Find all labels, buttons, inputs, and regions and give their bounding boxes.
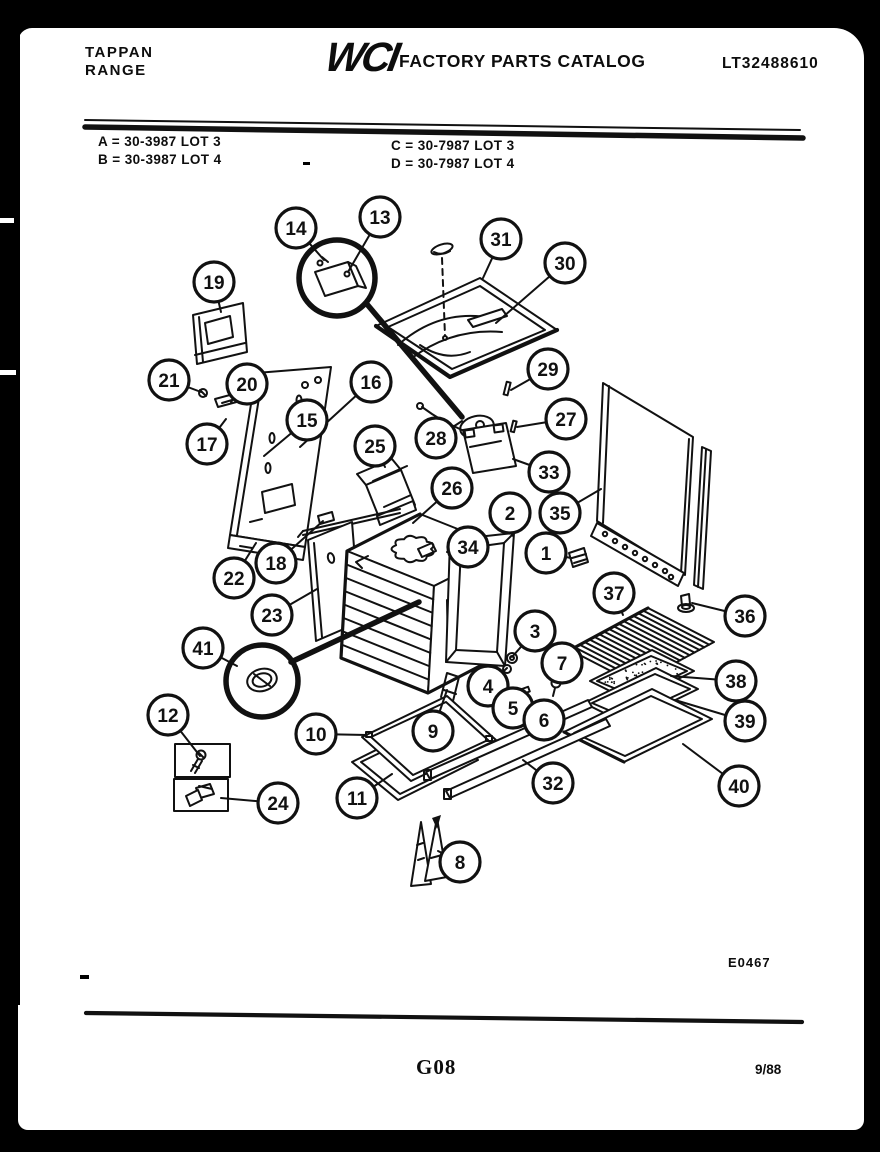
callout-37 bbox=[594, 573, 634, 613]
magnified-switch-detail bbox=[315, 257, 366, 296]
svg-text:13: 13 bbox=[369, 208, 391, 229]
svg-text:40: 40 bbox=[728, 777, 750, 798]
svg-text:9: 9 bbox=[427, 722, 439, 743]
callout-10 bbox=[296, 714, 336, 754]
svg-text:16: 16 bbox=[360, 373, 382, 394]
brand-line1: TAPPAN bbox=[85, 44, 154, 61]
svg-text:15: 15 bbox=[296, 411, 318, 432]
svg-text:22: 22 bbox=[223, 569, 245, 590]
callout-11 bbox=[337, 778, 377, 818]
svg-text:8: 8 bbox=[454, 853, 466, 874]
callout-18 bbox=[256, 543, 296, 583]
svg-text:21: 21 bbox=[158, 371, 180, 392]
plate-code: E0467 bbox=[728, 955, 771, 970]
svg-text:14: 14 bbox=[285, 219, 307, 240]
callout-25 bbox=[355, 426, 395, 466]
callout-21 bbox=[149, 360, 189, 400]
svg-text:31: 31 bbox=[490, 230, 512, 251]
callout-1 bbox=[526, 533, 566, 573]
callout-19 bbox=[194, 262, 234, 302]
svg-text:19: 19 bbox=[203, 273, 225, 294]
callout-15 bbox=[287, 400, 327, 440]
svg-text:2: 2 bbox=[504, 504, 516, 525]
svg-text:4: 4 bbox=[482, 677, 494, 698]
svg-text:12: 12 bbox=[157, 706, 179, 727]
anti-tip-bracket bbox=[411, 815, 447, 886]
svg-text:25: 25 bbox=[364, 437, 386, 458]
date-code: 9/88 bbox=[755, 1062, 782, 1077]
legend-item: C = 30-7987 LOT 3 bbox=[391, 138, 515, 153]
document-number: LT32488610 bbox=[722, 55, 819, 72]
svg-text:24: 24 bbox=[267, 794, 289, 815]
callout-7 bbox=[542, 643, 582, 683]
svg-text:17: 17 bbox=[196, 435, 218, 456]
wci-logo: WCI bbox=[322, 34, 401, 80]
svg-text:11: 11 bbox=[346, 789, 368, 810]
callout-36 bbox=[725, 596, 765, 636]
svg-text:23: 23 bbox=[261, 606, 283, 627]
bracket-19 bbox=[193, 303, 247, 364]
page-code: G08 bbox=[416, 1055, 457, 1079]
callout-14 bbox=[276, 208, 316, 248]
magnified-screw-detail bbox=[245, 665, 280, 694]
svg-text:10: 10 bbox=[305, 725, 327, 746]
svg-text:38: 38 bbox=[725, 672, 747, 693]
legend-item: A = 30-3987 LOT 3 bbox=[98, 134, 221, 149]
callout-39 bbox=[725, 701, 765, 741]
svg-text:5: 5 bbox=[507, 699, 519, 720]
bracket-33 bbox=[463, 423, 516, 473]
side-panel-right bbox=[591, 383, 693, 586]
callout-24 bbox=[258, 783, 298, 823]
callout-38 bbox=[716, 661, 756, 701]
svg-text:39: 39 bbox=[734, 712, 756, 733]
svg-text:18: 18 bbox=[265, 554, 287, 575]
hardware-box-screw bbox=[175, 744, 230, 777]
svg-text:41: 41 bbox=[192, 639, 214, 660]
svg-text:36: 36 bbox=[734, 607, 756, 628]
callout-41 bbox=[183, 628, 223, 668]
pin-27 bbox=[511, 421, 517, 433]
legend-item: B = 30-3987 LOT 4 bbox=[98, 152, 222, 167]
svg-text:6: 6 bbox=[538, 711, 550, 732]
screw-21 bbox=[199, 389, 207, 397]
trim-strip bbox=[694, 447, 711, 589]
catalog-title: FACTORY PARTS CATALOG bbox=[399, 51, 646, 71]
callout-27 bbox=[546, 399, 586, 439]
callout-33 bbox=[529, 452, 569, 492]
svg-text:34: 34 bbox=[457, 538, 479, 559]
svg-text:26: 26 bbox=[441, 479, 463, 500]
callout-22 bbox=[214, 558, 254, 598]
svg-text:29: 29 bbox=[537, 360, 559, 381]
svg-text:33: 33 bbox=[538, 463, 560, 484]
callout-34 bbox=[448, 527, 488, 567]
svg-text:27: 27 bbox=[555, 410, 577, 431]
legend-item: D = 30-7987 LOT 4 bbox=[391, 156, 515, 171]
svg-text:20: 20 bbox=[236, 375, 258, 396]
callout-35 bbox=[540, 493, 580, 533]
callout-6 bbox=[524, 700, 564, 740]
callout-29 bbox=[528, 349, 568, 389]
callout-32 bbox=[533, 763, 573, 803]
callout-40 bbox=[719, 766, 759, 806]
callout-8 bbox=[440, 842, 480, 882]
header-rule bbox=[85, 120, 803, 138]
svg-text:3: 3 bbox=[529, 622, 541, 643]
callout-17 bbox=[187, 424, 227, 464]
svg-text:32: 32 bbox=[542, 774, 564, 795]
callout-26 bbox=[432, 468, 472, 508]
hardware-box-clip bbox=[174, 779, 228, 811]
callout-13 bbox=[360, 197, 400, 237]
svg-text:30: 30 bbox=[554, 254, 576, 275]
svg-text:1: 1 bbox=[540, 544, 552, 565]
callout-2 bbox=[490, 493, 530, 533]
svg-text:7: 7 bbox=[556, 654, 568, 675]
callout-30 bbox=[545, 243, 585, 283]
svg-text:28: 28 bbox=[425, 429, 447, 450]
callout-3 bbox=[515, 611, 555, 651]
footer-rule bbox=[86, 1013, 802, 1022]
callout-16 bbox=[351, 362, 391, 402]
callout-31 bbox=[481, 219, 521, 259]
burner-opening bbox=[392, 536, 434, 562]
brand-line2: RANGE bbox=[85, 62, 147, 79]
svg-text:35: 35 bbox=[549, 504, 571, 525]
pin-29 bbox=[504, 382, 511, 396]
svg-text:37: 37 bbox=[603, 584, 625, 605]
callout-23 bbox=[252, 595, 292, 635]
callout-12 bbox=[148, 695, 188, 735]
callout-20 bbox=[227, 364, 267, 404]
callout-28 bbox=[416, 418, 456, 458]
callout-9 bbox=[413, 711, 453, 751]
